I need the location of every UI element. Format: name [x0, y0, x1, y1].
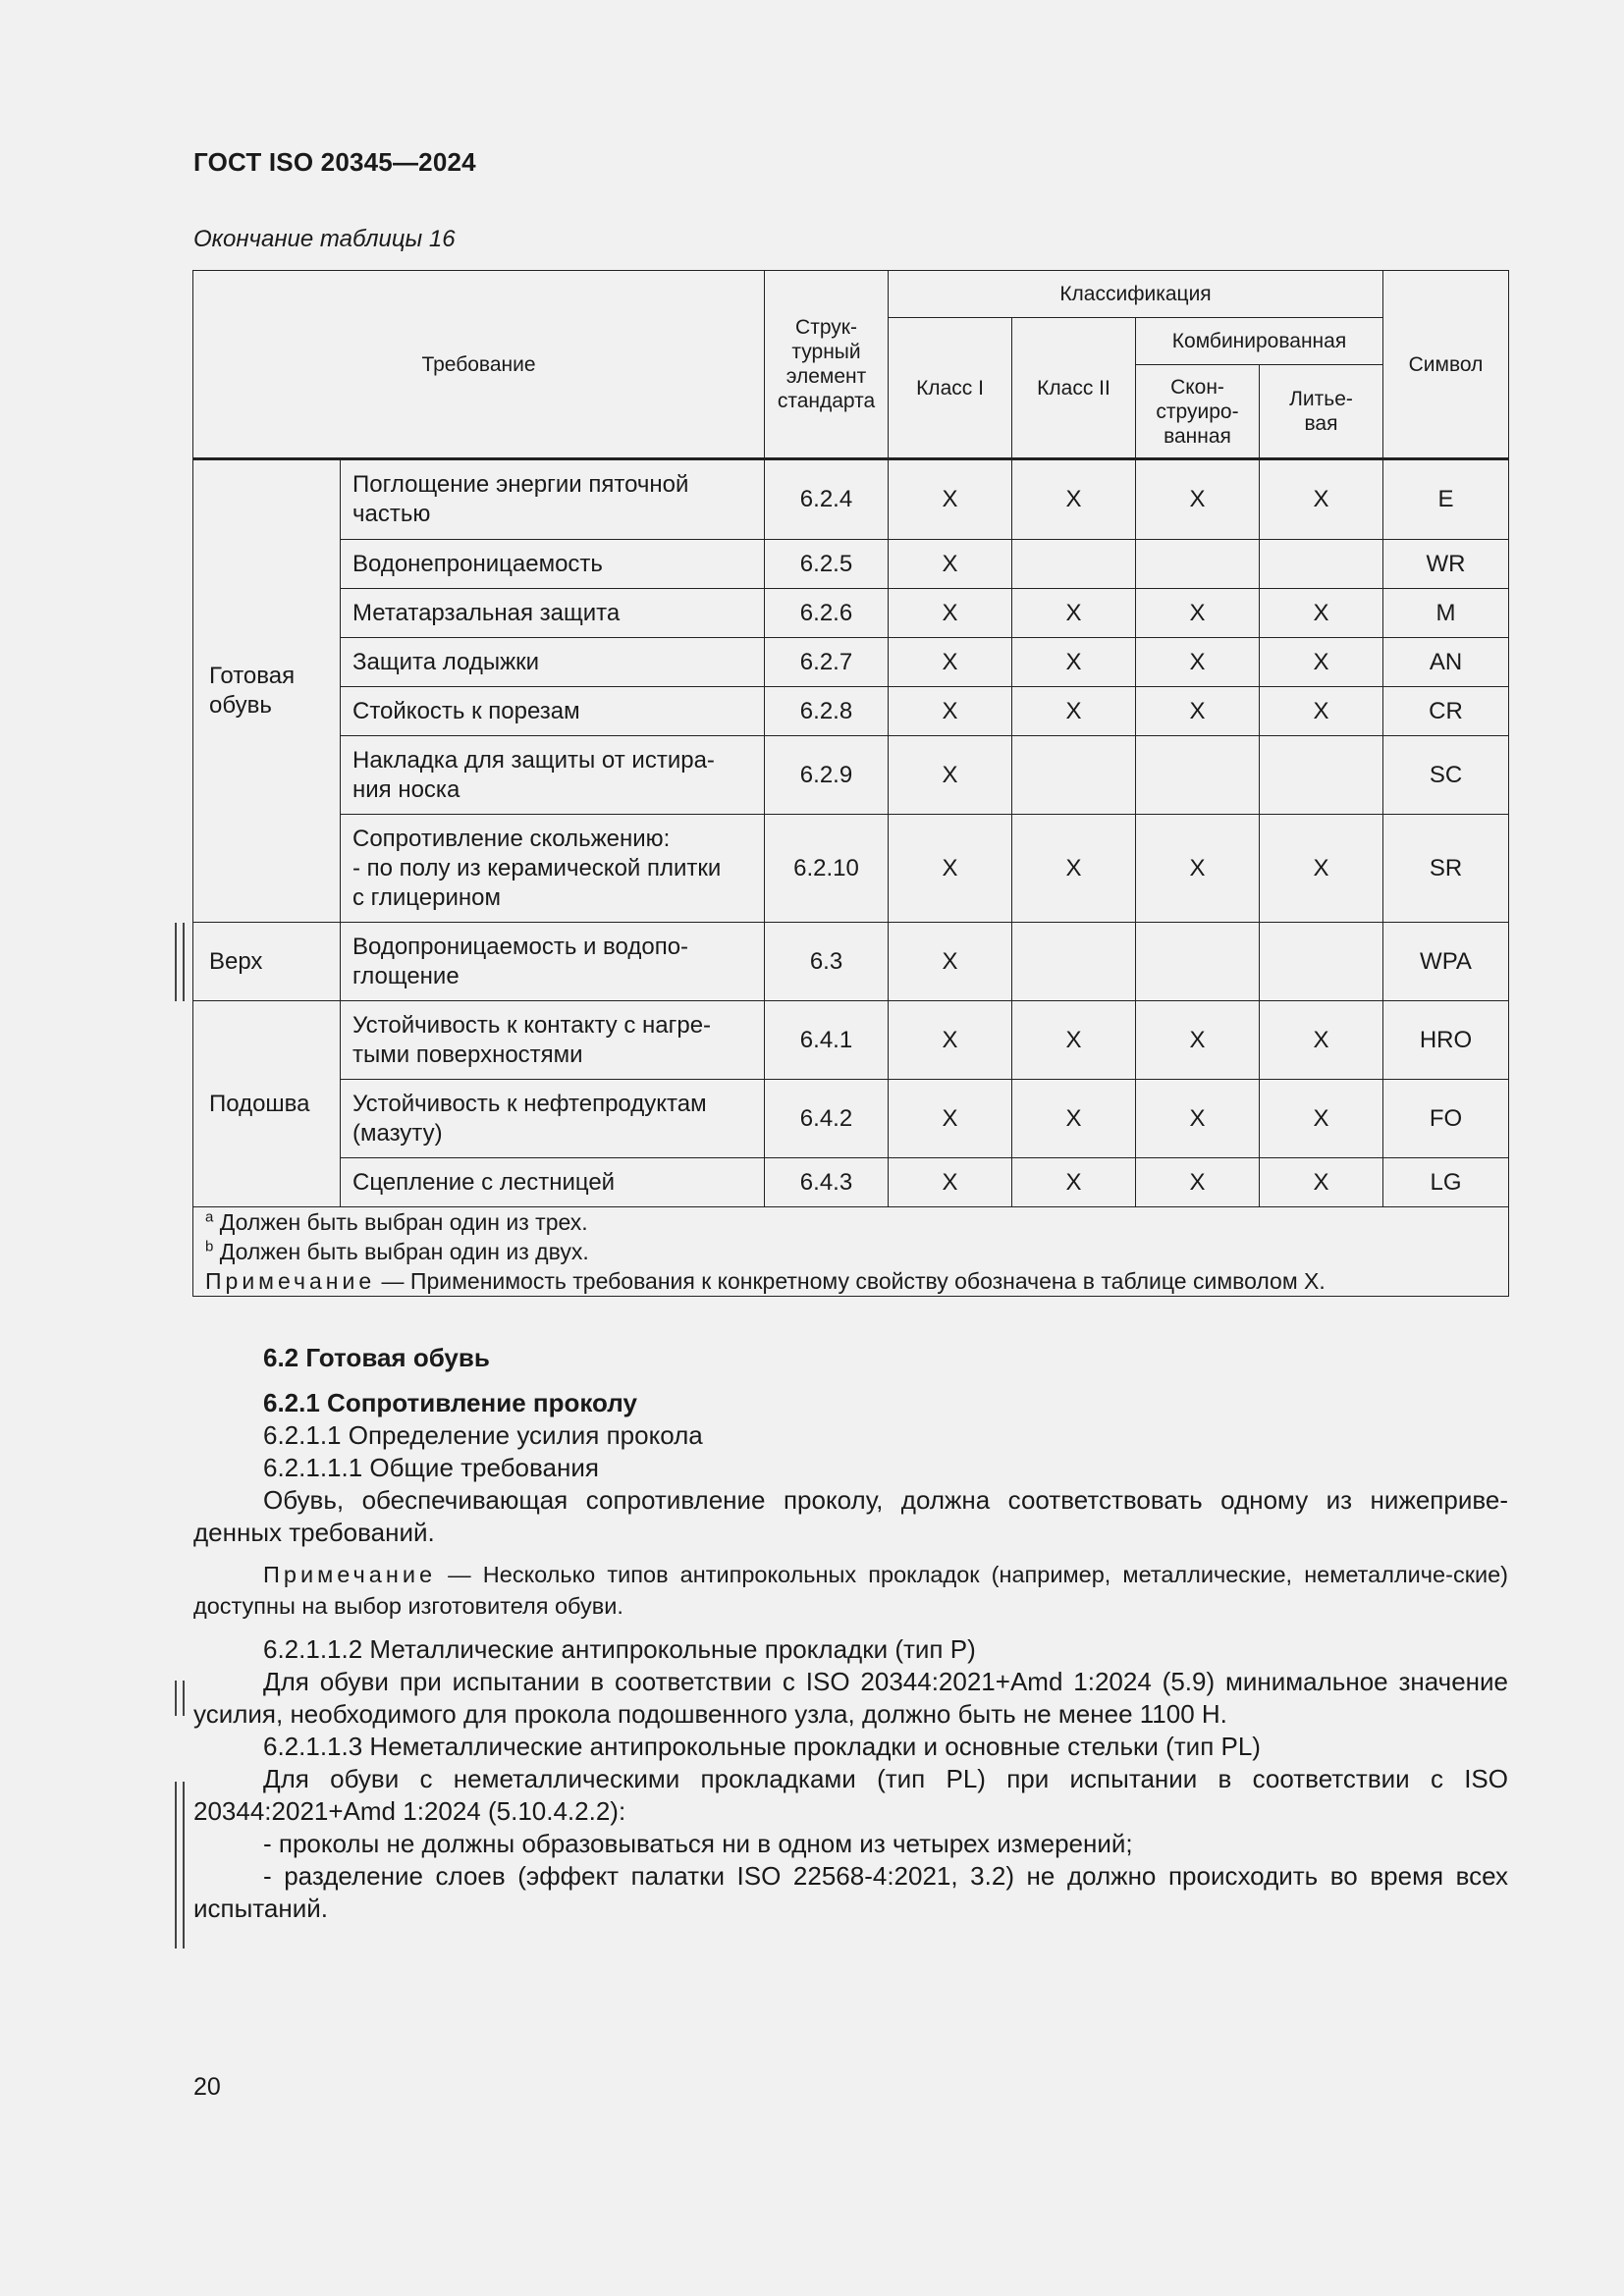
row-class-1: X	[889, 1158, 1012, 1207]
change-bar	[175, 1782, 185, 1949]
header-classification: Классификация	[889, 271, 1383, 318]
row-class-2: X	[1012, 815, 1136, 923]
row-constructed: X	[1136, 815, 1260, 923]
row-constructed: X	[1136, 459, 1260, 540]
header-structural-element: Струк- турный элемент стандарта	[765, 271, 889, 459]
table-row	[193, 815, 1509, 923]
row-constructed	[1136, 736, 1260, 815]
footnote-a-text: Должен быть выбран один из трех.	[219, 1209, 588, 1235]
header-combined: Комбинированная	[1136, 318, 1383, 365]
row-symbol: FO	[1383, 1080, 1509, 1158]
row-clause: 6.2.4	[765, 459, 889, 540]
row-name: Сопротивление скольжению: - по полу из керамической плитки с глицерином	[341, 815, 765, 923]
document-header: ГОСТ ISO 20345—2024	[193, 147, 476, 177]
body-note	[193, 1559, 1508, 1622]
row-constructed: X	[1136, 638, 1260, 687]
footnote-b	[205, 1237, 1496, 1266]
row-constructed	[1136, 540, 1260, 589]
table-row	[193, 638, 1509, 687]
row-name: Устойчивость к нефтепродуктам (мазуту)	[341, 1080, 765, 1158]
row-cast: X	[1260, 638, 1383, 687]
row-cast: X	[1260, 1158, 1383, 1207]
row-cast: X	[1260, 1080, 1383, 1158]
row-class-2: X	[1012, 1158, 1136, 1207]
row-symbol: AN	[1383, 638, 1509, 687]
row-class-2	[1012, 736, 1136, 815]
paragraph-metal: Для обуви при испытании в соответствии с ISO 20344:2021+Amd 1:2024 (5.9) минимальное значение усилия, необходимого для прокола подошвенного узла, должно быть не менее 1100 Н.	[193, 1667, 1508, 1729]
row-cast	[1260, 540, 1383, 589]
table-row	[193, 540, 1509, 589]
row-class-2: X	[1012, 1080, 1136, 1158]
row-class-2	[1012, 540, 1136, 589]
body-section	[193, 1342, 1508, 1925]
table-note	[205, 1266, 1496, 1296]
row-name: Устойчивость к контакту с нагре- тыми поверхностями	[341, 1001, 765, 1080]
footnote-a-mark: a	[205, 1208, 214, 1226]
row-class-1: X	[889, 736, 1012, 815]
table-row	[193, 459, 1509, 540]
group-ready-footwear: Готовая обувь	[193, 459, 341, 923]
row-clause: 6.3	[765, 923, 889, 1001]
row-class-2: X	[1012, 687, 1136, 736]
row-name: Сцепление с лестницей	[341, 1158, 765, 1207]
change-bar	[175, 1681, 185, 1716]
heading-6-2-1: 6.2.1 Сопротивление проколу	[263, 1388, 637, 1417]
row-symbol: CR	[1383, 687, 1509, 736]
table-row	[193, 736, 1509, 815]
row-constructed: X	[1136, 687, 1260, 736]
row-clause: 6.4.1	[765, 1001, 889, 1080]
group-sole: Подошва	[193, 1001, 341, 1207]
row-clause: 6.2.9	[765, 736, 889, 815]
body-note-label: Примечание	[263, 1562, 437, 1587]
table-row	[193, 1158, 1509, 1207]
table-row	[193, 1080, 1509, 1158]
table-note-label: Примечание	[205, 1268, 376, 1294]
row-clause: 6.4.2	[765, 1080, 889, 1158]
header-symbol: Символ	[1383, 271, 1509, 459]
table-notes	[193, 1207, 1509, 1297]
header-class-2: Класс II	[1012, 318, 1136, 459]
table-row	[193, 687, 1509, 736]
row-clause: 6.4.3	[765, 1158, 889, 1207]
row-symbol: SR	[1383, 815, 1509, 923]
row-class-1: X	[889, 540, 1012, 589]
row-class-1: X	[889, 1001, 1012, 1080]
row-class-1: X	[889, 638, 1012, 687]
row-symbol: WPA	[1383, 923, 1509, 1001]
row-clause: 6.2.7	[765, 638, 889, 687]
row-clause: 6.2.6	[765, 589, 889, 638]
row-clause: 6.2.10	[765, 815, 889, 923]
list-item: - разделение слоев (эффект палатки ISO 22568-4:2021, 3.2) не должно происходить во время всех испытаний.	[193, 1861, 1508, 1923]
row-class-1: X	[889, 1080, 1012, 1158]
row-constructed: X	[1136, 1080, 1260, 1158]
row-constructed	[1136, 923, 1260, 1001]
row-class-2: X	[1012, 638, 1136, 687]
row-cast: X	[1260, 815, 1383, 923]
paragraph-nonmetal: Для обуви с неметаллическими прокладками (тип PL) при испытании в соответствии с ISO 20344:2021+Amd 1:2024 (5.10.4.2.2):	[193, 1764, 1508, 1826]
row-constructed: X	[1136, 589, 1260, 638]
row-clause: 6.2.5	[765, 540, 889, 589]
row-class-1: X	[889, 815, 1012, 923]
row-name: Водопроницаемость и водопо- глощение	[341, 923, 765, 1001]
row-symbol: M	[1383, 589, 1509, 638]
row-symbol: HRO	[1383, 1001, 1509, 1080]
list-item: - проколы не должны образовываться ни в одном из четырех измерений;	[263, 1829, 1133, 1858]
row-name: Накладка для защиты от истира- ния носка	[341, 736, 765, 815]
subheading-6-2-1-1-3: 6.2.1.1.3 Неметаллические антипрокольные прокладки и основные стельки (тип PL)	[263, 1732, 1261, 1761]
footnote-a	[205, 1207, 1496, 1237]
header-class-1: Класс I	[889, 318, 1012, 459]
row-class-2: X	[1012, 589, 1136, 638]
row-name: Стойкость к порезам	[341, 687, 765, 736]
header-cast: Литье- вая	[1260, 365, 1383, 459]
row-cast: X	[1260, 687, 1383, 736]
row-class-1: X	[889, 687, 1012, 736]
table-note-text: — Применимость требования к конкретному свойству обозначена в таблице символом X.	[375, 1268, 1326, 1294]
table-row	[193, 589, 1509, 638]
table-row	[193, 1001, 1509, 1080]
subheading-6-2-1-1: 6.2.1.1 Определение усилия прокола	[263, 1420, 703, 1450]
row-cast: X	[1260, 589, 1383, 638]
row-constructed: X	[1136, 1158, 1260, 1207]
subheading-6-2-1-1-2: 6.2.1.1.2 Металлические антипрокольные прокладки (тип P)	[263, 1634, 976, 1664]
header-constructed: Скон- струиро- ванная	[1136, 365, 1260, 459]
heading-6-2: 6.2 Готовая обувь	[263, 1343, 490, 1372]
requirements-table	[192, 270, 1509, 1297]
footnote-b-mark: b	[205, 1238, 214, 1255]
row-name: Водонепроницаемость	[341, 540, 765, 589]
page-number: 20	[193, 2073, 221, 2101]
footnote-b-text: Должен быть выбран один из двух.	[219, 1239, 589, 1264]
row-name: Поглощение энергии пяточной частью	[341, 459, 765, 540]
row-constructed: X	[1136, 1001, 1260, 1080]
row-name: Защита лодыжки	[341, 638, 765, 687]
subheading-6-2-1-1-1: 6.2.1.1.1 Общие требования	[263, 1453, 599, 1482]
header-requirement: Требование	[193, 271, 765, 459]
table-caption: Окончание таблицы 16	[193, 226, 456, 252]
paragraph-general: Обувь, обеспечивающая сопротивление проколу, должна соответствовать одному из нижеприве-денных требований.	[193, 1485, 1508, 1547]
row-cast	[1260, 923, 1383, 1001]
row-symbol: LG	[1383, 1158, 1509, 1207]
row-cast	[1260, 736, 1383, 815]
row-class-2: X	[1012, 459, 1136, 540]
row-class-2	[1012, 923, 1136, 1001]
table-row	[193, 923, 1509, 1001]
row-class-2: X	[1012, 1001, 1136, 1080]
row-cast: X	[1260, 1001, 1383, 1080]
row-symbol: SC	[1383, 736, 1509, 815]
row-symbol: WR	[1383, 540, 1509, 589]
row-class-1: X	[889, 459, 1012, 540]
row-clause: 6.2.8	[765, 687, 889, 736]
row-class-1: X	[889, 589, 1012, 638]
row-cast: X	[1260, 459, 1383, 540]
row-symbol: E	[1383, 459, 1509, 540]
table-notes-row	[193, 1207, 1509, 1297]
row-name: Метатарзальная защита	[341, 589, 765, 638]
group-upper: Верх	[193, 923, 341, 1001]
row-class-1: X	[889, 923, 1012, 1001]
change-bar	[175, 923, 185, 1001]
body-note-text: — Несколько типов антипрокольных прокладок (например, металлические, неметалличе-ские) доступны на выбор изготовителя обуви.	[193, 1562, 1508, 1619]
